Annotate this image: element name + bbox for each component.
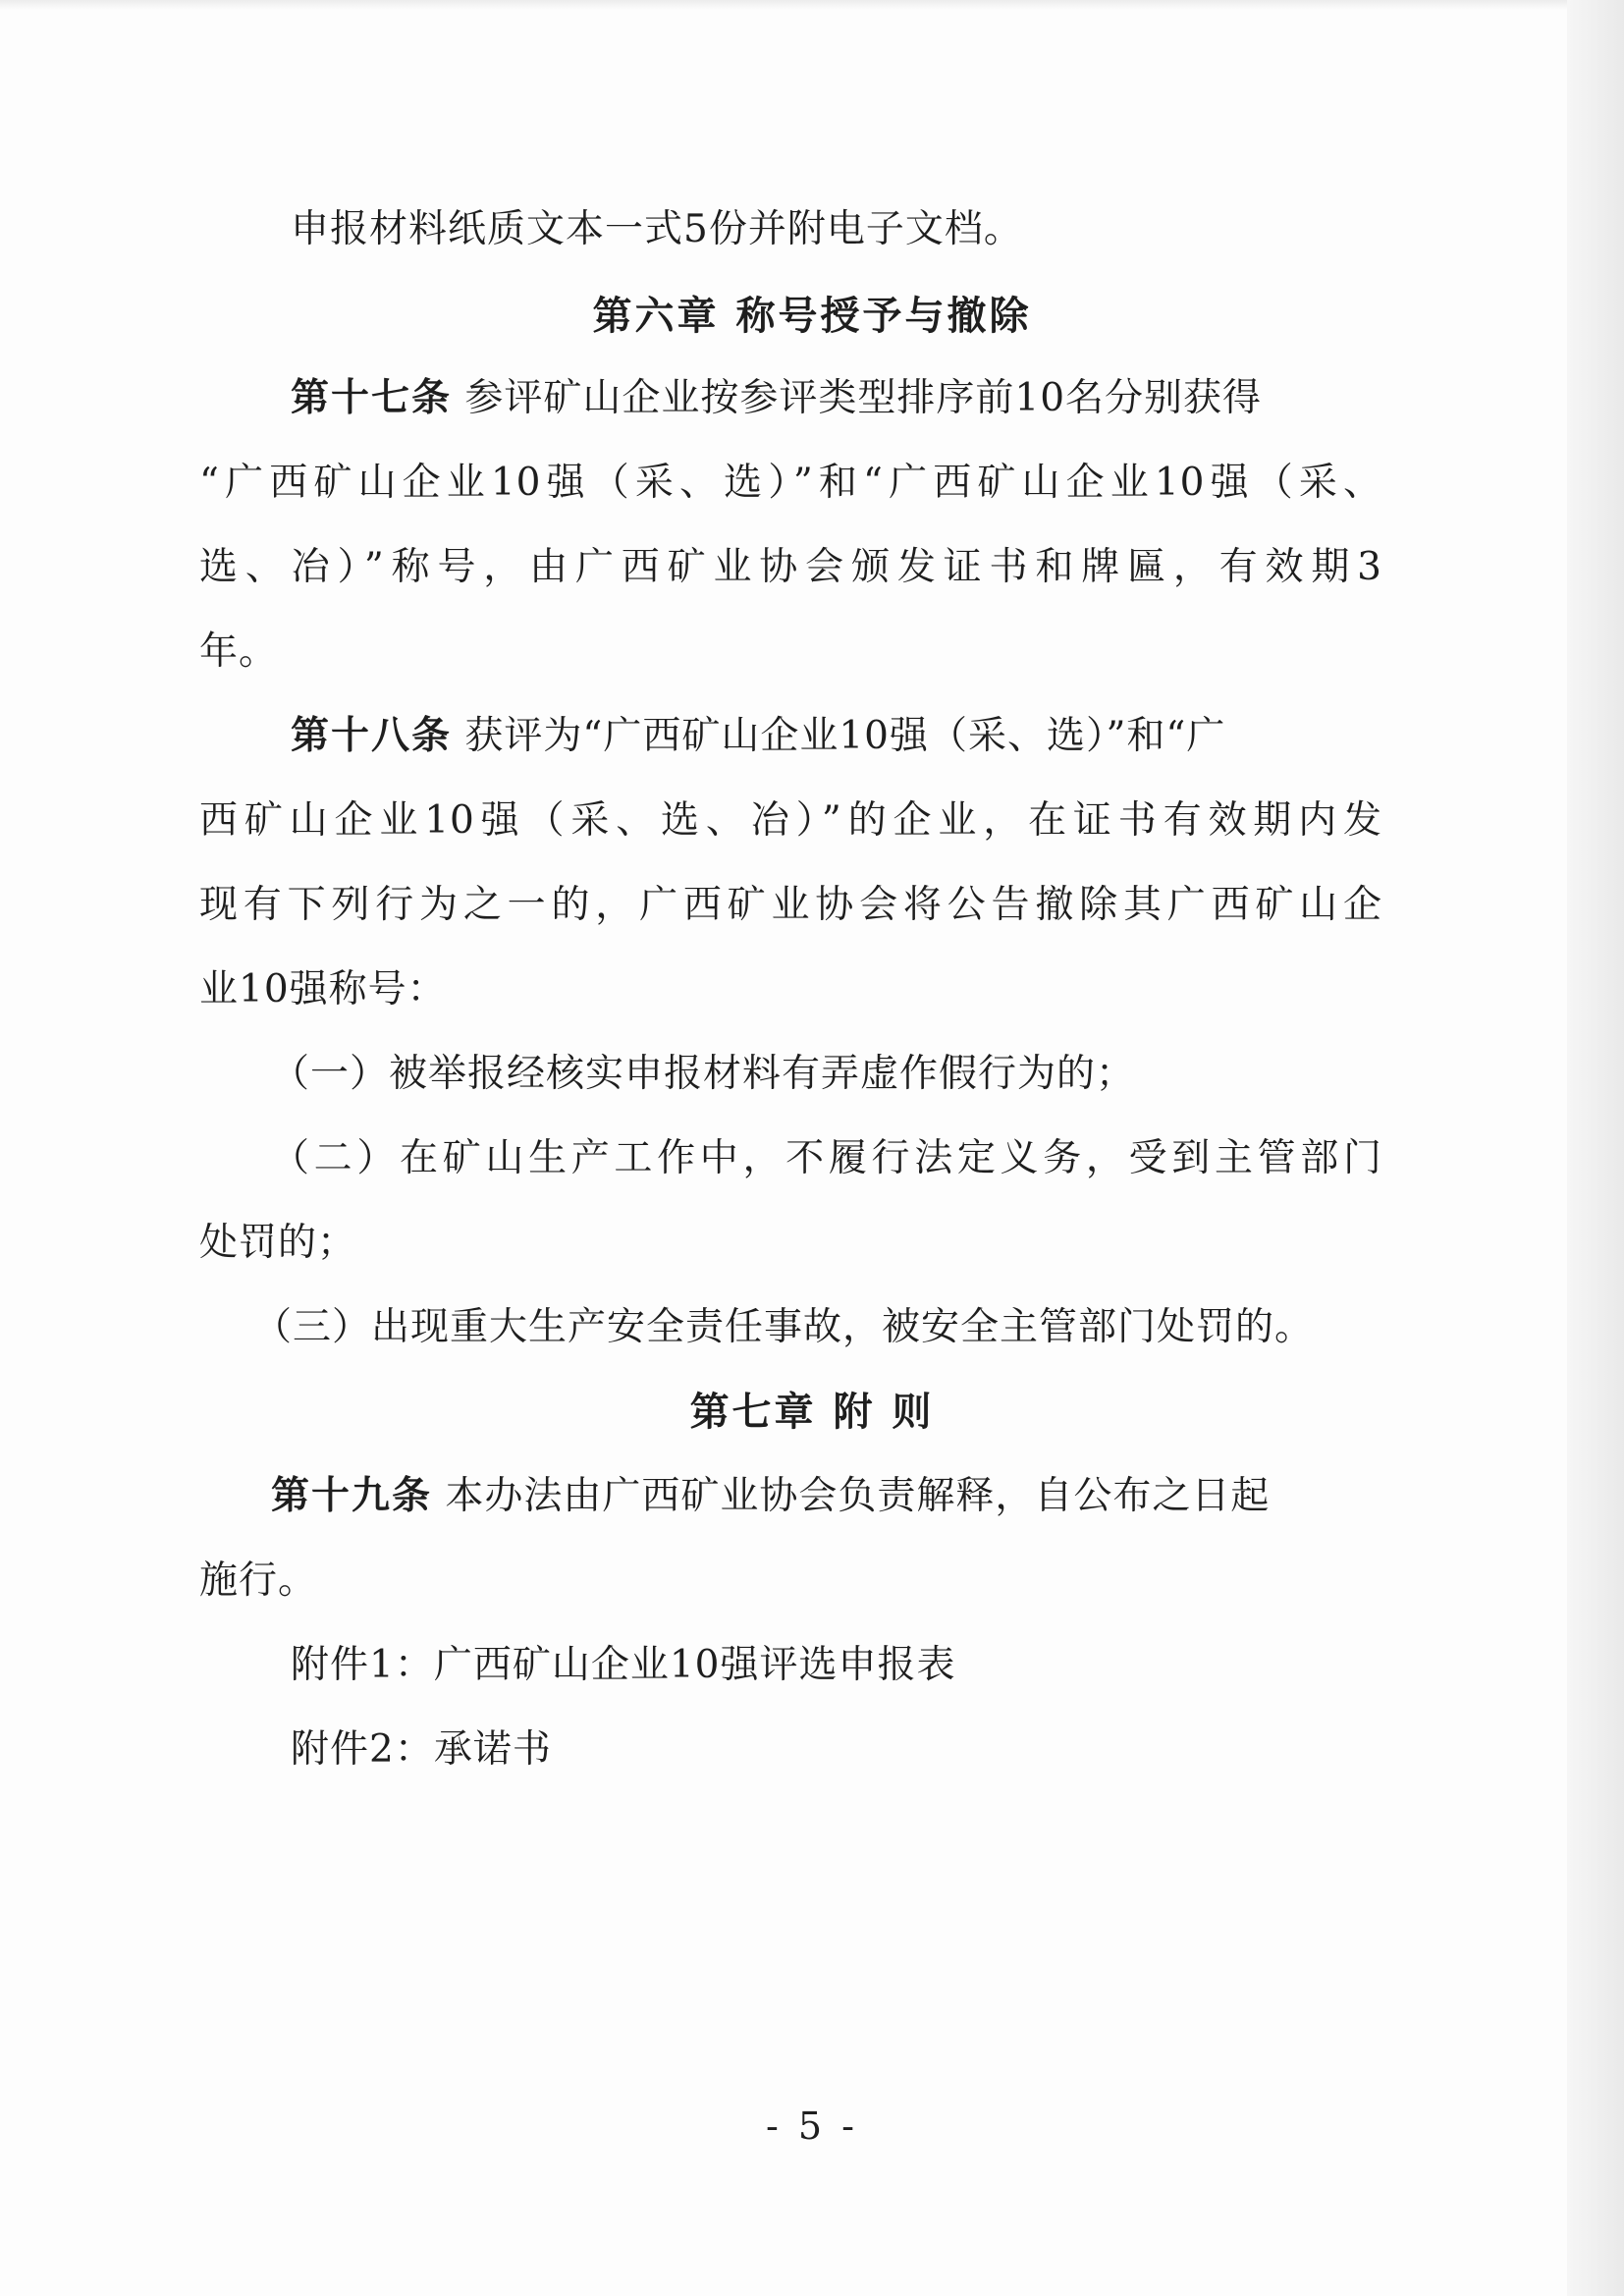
article-17-label: 第十七条 bbox=[291, 376, 453, 420]
article-19-text-1: 本办法由广西矿业协会负责解释，自公布之日起 bbox=[445, 1474, 1271, 1518]
article-18-line-4: 业10强称号： bbox=[199, 967, 447, 1011]
article-17-line-2: “广西矿山企业10强（采、选）”和“广西矿山企业10强（采、 bbox=[199, 461, 1382, 505]
item-one: （一）被举报经核实申报材料有弄虚作假行为的； bbox=[271, 1052, 1136, 1096]
chapter-seven-heading: 第七章 附 则 bbox=[689, 1390, 935, 1435]
article-19-label: 第十九条 bbox=[271, 1474, 433, 1518]
paragraph-intro: 申报材料纸质文本一式5份并附电子文档。 bbox=[291, 207, 1023, 251]
attachment-two: 附件2：承诺书 bbox=[291, 1727, 552, 1772]
page-number: - 5 - bbox=[765, 2105, 858, 2148]
scan-top-edge bbox=[0, 0, 1624, 10]
article-18-line-1 bbox=[291, 709, 1382, 764]
attachment-one: 附件1：广西矿山企业10强评选申报表 bbox=[291, 1643, 956, 1687]
article-17-line-3: 选、冶）”称号，由广西矿业协会颁发证书和牌匾，有效期3 bbox=[199, 545, 1382, 589]
article-18-label: 第十八条 bbox=[291, 714, 453, 758]
article-18-line-2: 西矿山企业10强（采、选、冶）”的企业，在证书有效期内发 bbox=[199, 798, 1382, 843]
article-17-line-4: 年。 bbox=[199, 629, 279, 674]
item-two-line-2: 处罚的； bbox=[199, 1221, 357, 1265]
item-two-line-1: （二）在矿山生产工作中，不履行法定义务，受到主管部门 bbox=[271, 1136, 1382, 1180]
article-19-line-2: 施行。 bbox=[199, 1558, 318, 1603]
article-18-text-1: 获评为“广西矿山企业10强（采、选）”和“广 bbox=[464, 714, 1226, 758]
chapter-six-heading: 第六章 称号授予与撤除 bbox=[592, 294, 1032, 339]
article-17-text-1: 参评矿山企业按参评类型排序前10名分别获得 bbox=[464, 376, 1263, 420]
item-three: （三）出现重大生产安全责任事故，被安全主管部门处罚的。 bbox=[253, 1305, 1315, 1349]
article-18-line-3: 现有下列行为之一的，广西矿业协会将公告撤除其广西矿山企 bbox=[199, 883, 1382, 927]
scan-right-edge bbox=[1567, 0, 1624, 2296]
article-17-line-1 bbox=[291, 371, 1382, 426]
article-19-line-1 bbox=[271, 1469, 1382, 1524]
